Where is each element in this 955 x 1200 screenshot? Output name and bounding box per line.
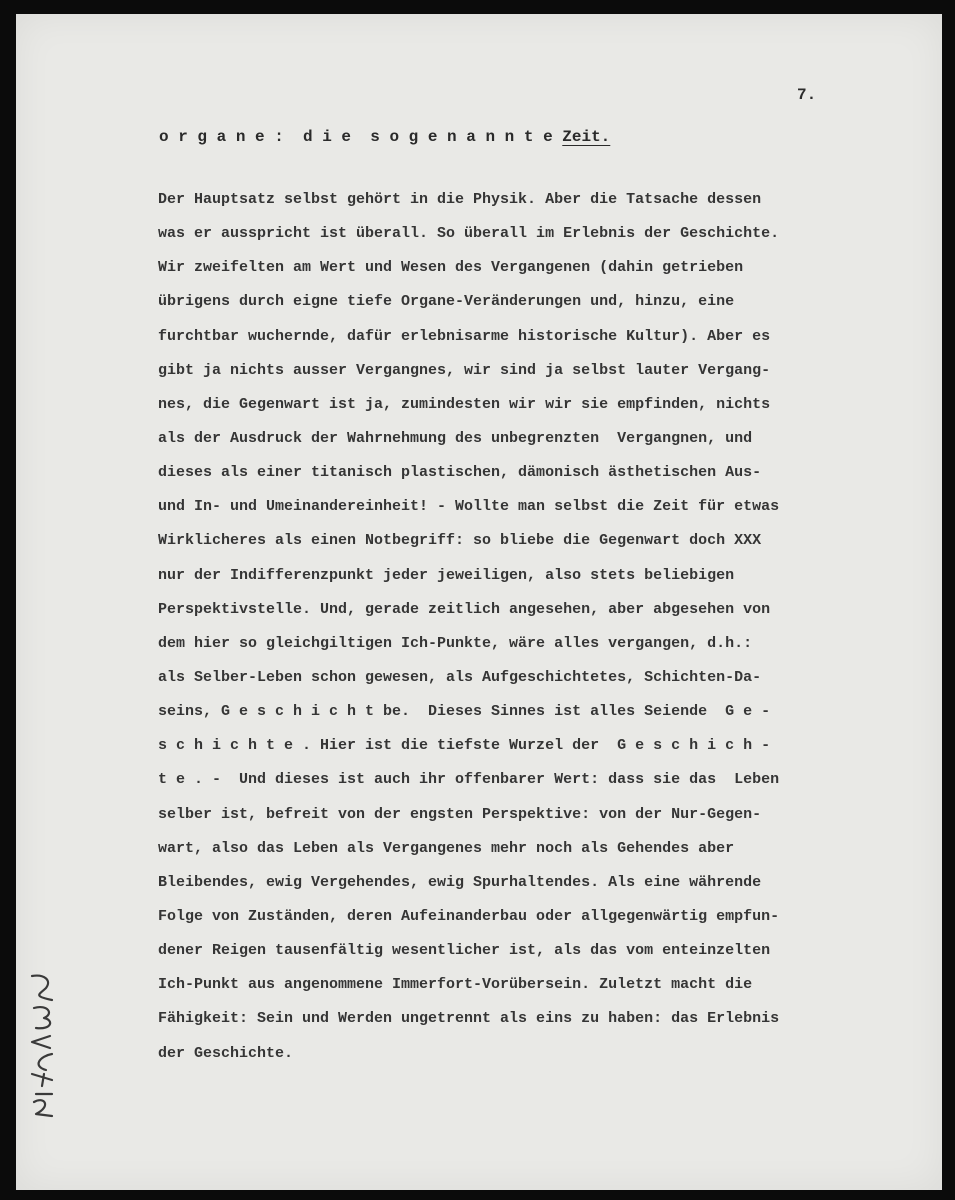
- text-line: t e . - Und dieses ist auch ihr offenbarer Wert: dass sie das Leben: [158, 771, 780, 789]
- text-line: seins, G e s c h i c h t be. Dieses Sinnes ist alles Seiende G e -: [158, 703, 771, 721]
- text-line: dem hier so gleichgiltigen Ich-Punkte, wäre alles vergangen, d.h.:: [158, 634, 753, 652]
- heading-prefix: o r g a n e : d i e s o g e n a n n t e: [159, 128, 563, 146]
- text-line: Wir zweifelten am Wert und Wesen des Vergangenen (dahin getrieben: [158, 259, 744, 277]
- text-line: nur der Indifferenzpunkt jeder jeweiligen, also stets beliebigen: [158, 566, 735, 584]
- text-line: Perspektivstelle. Und, gerade zeitlich angesehen, aber abgesehen von: [158, 600, 771, 618]
- page-number: 7.: [797, 86, 817, 104]
- handwritten-archive-number-drawing: [22, 970, 62, 1120]
- page-heading: [159, 128, 610, 146]
- text-line: wart, also das Leben als Vergangenes mehr noch als Gehendes aber: [158, 839, 735, 857]
- text-line: als Selber-Leben schon gewesen, als Aufgeschichtetes, Schichten-Da-: [158, 668, 762, 686]
- text-line: Fähigkeit: Sein und Werden ungetrennt als eins zu haben: das Erlebnis: [158, 1010, 780, 1028]
- text-line: übrigens durch eigne tiefe Organe-Veränderungen und, hinzu, eine: [158, 293, 735, 311]
- text-line: als der Ausdruck der Wahrnehmung des unbegrenzten Vergangnen, und: [158, 429, 753, 447]
- text-line: furchtbar wuchernde, dafür erlebnisarme historische Kultur). Aber es: [158, 327, 771, 345]
- handwritten-archive-number: [22, 970, 62, 1120]
- text-line: Der Hauptsatz selbst gehört in die Physik. Aber die Tatsache dessen: [158, 191, 762, 208]
- text-line: Ich-Punkt aus angenommene Immerfort-Vorübersein. Zuletzt macht die: [158, 976, 753, 994]
- text-line: Bleibendes, ewig Vergehendes, ewig Spurhaltendes. Als eine währende: [158, 873, 762, 891]
- text-line: und In- und Umeinandereinheit! - Wollte man selbst die Zeit für etwas: [158, 498, 780, 516]
- text-line: selber ist, befreit von der engsten Perspektive: von der Nur-Gegen-: [158, 805, 762, 823]
- text-line: gibt ja nichts ausser Vergangnes, wir sind ja selbst lauter Vergang-: [158, 361, 771, 379]
- body-text: [158, 188, 888, 1076]
- text-line: s c h i c h t e . Hier ist die tiefste Wurzel der G e s c h i c h -: [158, 737, 771, 755]
- text-line: nes, die Gegenwart ist ja, zumindesten wir wir sie empfinden, nichts: [158, 395, 771, 413]
- text-line: Folge von Zuständen, deren Aufeinanderbau oder allgegenwärtig empfun-: [158, 907, 780, 925]
- text-line: was er ausspricht ist überall. So überall im Erlebnis der Geschichte.: [158, 225, 780, 243]
- text-line: der Geschichte.: [158, 1044, 294, 1062]
- heading-underlined-word: Zeit.: [562, 128, 611, 146]
- text-line: Wirklicheres als einen Notbegriff: so bliebe die Gegenwart doch XXX: [158, 532, 762, 550]
- text-line: dener Reigen tausenfältig wesentlicher ist, als das vom enteinzelten: [158, 942, 771, 960]
- text-line: dieses als einer titanisch plastischen, dämonisch ästhetischen Aus-: [158, 464, 762, 482]
